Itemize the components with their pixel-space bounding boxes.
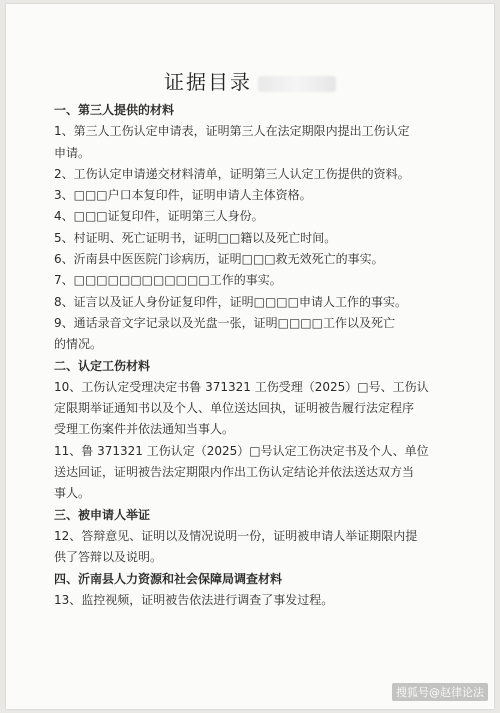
evidence-item-line: 2、工伤认定申请递交材料清单，证明第三人认定工伤提供的资料。 bbox=[54, 166, 410, 181]
evidence-item-line: 10、工伤认定受理决定书鲁 371321 工伤受理（2025）□号、工伤认 bbox=[54, 379, 429, 394]
evidence-item bbox=[54, 249, 454, 270]
evidence-item-line: 1、第三人工伤认定申请表，证明第三人在法定期限内提出工伤认定 bbox=[54, 124, 410, 139]
evidence-item bbox=[54, 228, 454, 249]
evidence-item bbox=[54, 164, 454, 185]
page-title bbox=[6, 66, 494, 95]
redacted-block bbox=[258, 76, 336, 92]
evidence-item bbox=[54, 292, 454, 313]
evidence-item bbox=[54, 313, 454, 356]
evidence-item-line: 申请。 bbox=[54, 145, 91, 160]
evidence-item bbox=[54, 185, 454, 206]
evidence-item bbox=[54, 206, 454, 227]
evidence-item bbox=[54, 270, 454, 291]
evidence-item-line: 5、村证明、死亡证明书，证明□□籍以及死亡时间。 bbox=[54, 230, 337, 245]
evidence-item-line: 送达回证，证明被告法定期限内作出工伤认定结论并依法送达双方当 bbox=[54, 465, 415, 480]
evidence-item-line: 3、□□□户口本复印件，证明申请人主体资格。 bbox=[54, 188, 312, 203]
evidence-item-line: 受理工伤案件并依法通知当事人。 bbox=[54, 422, 235, 437]
section-heading: 四、沂南县人力资源和社会保障局调查材料 bbox=[54, 571, 283, 586]
document-page bbox=[6, 4, 494, 709]
evidence-item-line: 7、□□□□□□□□□□□□工作的事实。 bbox=[54, 273, 282, 288]
section-heading: 一、第三人提供的材料 bbox=[54, 103, 175, 117]
section-heading: 三、被申请人举证 bbox=[54, 507, 151, 522]
evidence-item-line: 11、鲁 371321 工伤认定（2025）□号认定工伤决定书及个人、单位 bbox=[54, 443, 429, 458]
evidence-item-line: 事人。 bbox=[54, 486, 91, 501]
evidence-item-line: 的情况。 bbox=[54, 337, 103, 352]
evidence-item bbox=[54, 590, 454, 611]
watermark: 搜狐号@赵律论法 bbox=[392, 683, 488, 701]
evidence-item-line: 13、监控视频，证明被告依法进行调查了事发过程。 bbox=[54, 592, 334, 607]
evidence-item-line: 6、沂南县中医医院门诊病历，证明□□□救无效死亡的事实。 bbox=[54, 252, 384, 267]
section-heading: 二、认定工伤材料 bbox=[54, 358, 151, 373]
evidence-item-line: 供了答辩以及说明。 bbox=[54, 550, 163, 565]
evidence-item-line: 12、答辩意见、证明以及情况说明一份，证明被申请人举证期限内提 bbox=[54, 528, 418, 543]
evidence-item-line: 8、证言以及证人身份证复印件，证明□□□□申请人工作的事实。 bbox=[54, 294, 407, 309]
evidence-item-line: 定限期举证通知书以及个人、单位送达回执，证明被告履行法定程序 bbox=[54, 401, 415, 416]
evidence-item bbox=[54, 377, 454, 441]
evidence-list bbox=[54, 100, 454, 611]
evidence-item-line: 4、□□□证复印件，证明第三人身份。 bbox=[54, 209, 264, 224]
evidence-item bbox=[54, 526, 454, 569]
evidence-item-line: 9、通话录音文字记录以及光盘一张，证明□□□□工作以及死亡 bbox=[54, 315, 395, 330]
evidence-item bbox=[54, 441, 454, 505]
title-text: 证据目录 bbox=[164, 70, 252, 94]
evidence-item bbox=[54, 121, 454, 164]
